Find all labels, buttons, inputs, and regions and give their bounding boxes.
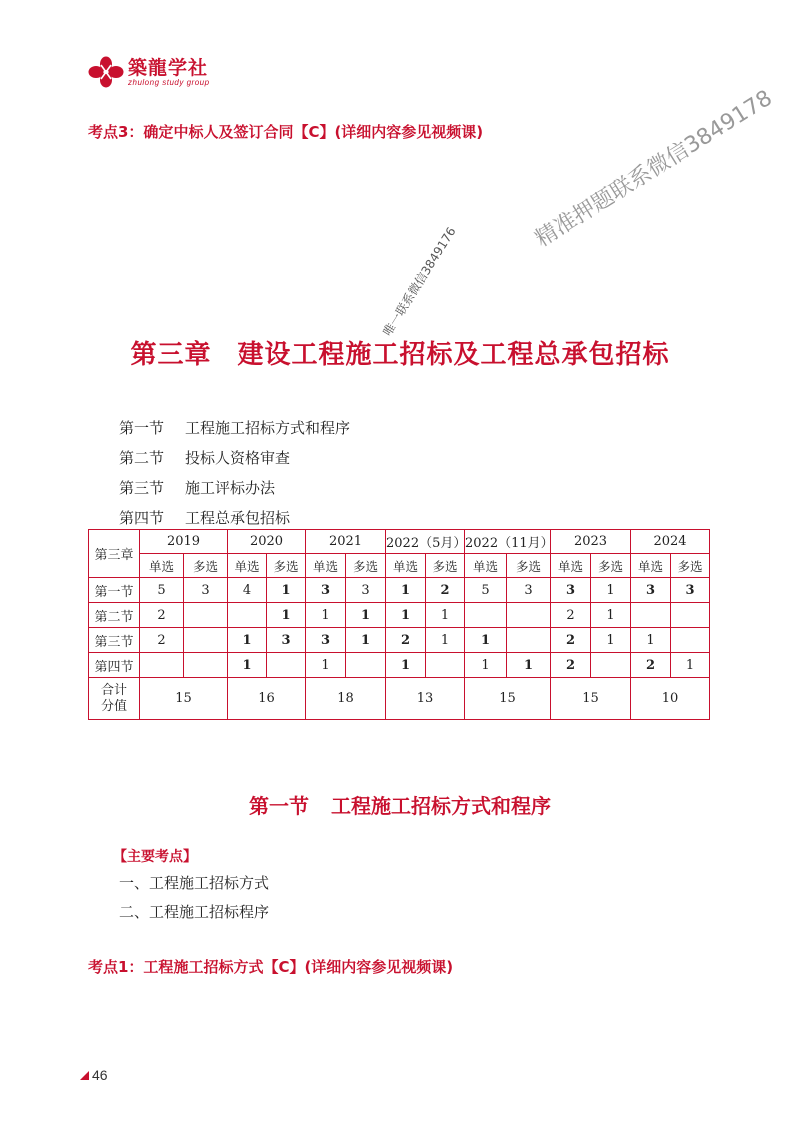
table-cell: 1 — [267, 578, 306, 603]
table-row — [89, 603, 710, 628]
row-label: 第三节 — [89, 628, 140, 653]
total-value: 15 — [465, 678, 551, 720]
page-footer — [80, 1067, 108, 1083]
table-cell: 1 — [386, 653, 426, 678]
table-cell: 1 — [228, 628, 267, 653]
table-cell: 2 — [140, 603, 184, 628]
multi-choice-header: 多选 — [591, 554, 631, 578]
table-cell: 3 — [306, 628, 346, 653]
toc-title: 工程总承包招标 — [185, 509, 291, 527]
table-cell — [184, 653, 228, 678]
point-item: 二、工程施工招标程序 — [119, 903, 270, 921]
table-cell — [465, 603, 507, 628]
table-cell — [507, 628, 551, 653]
row-label: 第四节 — [89, 653, 140, 678]
toc-title: 投标人资格审查 — [185, 449, 291, 467]
main-points-label: 【主要考点】 — [113, 849, 197, 865]
multi-choice-header: 多选 — [671, 554, 710, 578]
table-total-row — [89, 678, 710, 720]
chapter-number: 第三章 — [130, 340, 212, 370]
table-cell: 1 — [631, 628, 671, 653]
table-cell — [140, 653, 184, 678]
chapter-name: 建设工程施工招标及工程总承包招标 — [237, 340, 670, 370]
table-cell — [346, 653, 386, 678]
table-cell — [184, 603, 228, 628]
total-value: 18 — [306, 678, 386, 720]
total-label — [89, 678, 140, 720]
multi-choice-header: 多选 — [426, 554, 465, 578]
table-cell: 1 — [346, 628, 386, 653]
table-cell: 2 — [386, 628, 426, 653]
table-cell: 3 — [671, 578, 710, 603]
table-cell: 1 — [507, 653, 551, 678]
row-label: 第一节 — [89, 578, 140, 603]
single-choice-header: 单选 — [140, 554, 184, 578]
single-choice-header: 单选 — [306, 554, 346, 578]
brand-logo — [88, 56, 210, 88]
table-corner: 第三章 — [89, 530, 140, 578]
table-cell — [671, 628, 710, 653]
table-cell — [228, 603, 267, 628]
table-cell: 1 — [346, 603, 386, 628]
toc-item — [119, 477, 350, 507]
table-cell: 1 — [671, 653, 710, 678]
table-cell: 5 — [140, 578, 184, 603]
table-cell: 3 — [184, 578, 228, 603]
table-cell: 5 — [465, 578, 507, 603]
toc-number: 第二节 — [119, 449, 165, 467]
toc-number: 第四节 — [119, 509, 165, 527]
multi-choice-header: 多选 — [346, 554, 386, 578]
table-cell: 3 — [346, 578, 386, 603]
kaodian-3-heading: 考点3：确定中标人及签订合同【C】(详细内容参见视频课) — [88, 123, 484, 141]
table-cell: 2 — [426, 578, 465, 603]
table-cell: 1 — [465, 653, 507, 678]
multi-choice-header: 多选 — [267, 554, 306, 578]
total-value: 16 — [228, 678, 306, 720]
single-choice-header: 单选 — [551, 554, 591, 578]
year-header: 2022（5月） — [386, 530, 465, 554]
multi-choice-header: 多选 — [184, 554, 228, 578]
table-cell: 2 — [140, 628, 184, 653]
table-cell: 3 — [507, 578, 551, 603]
table-cell: 1 — [267, 603, 306, 628]
page-number: 46 — [92, 1067, 108, 1083]
total-value: 15 — [140, 678, 228, 720]
single-choice-header: 单选 — [465, 554, 507, 578]
chapter-title — [0, 334, 800, 371]
table-cell: 1 — [426, 628, 465, 653]
table-cell: 1 — [465, 628, 507, 653]
toc-number: 第一节 — [119, 419, 165, 437]
total-value: 15 — [551, 678, 631, 720]
table-cell — [591, 653, 631, 678]
table-header-types — [89, 554, 710, 578]
table-row — [89, 628, 710, 653]
table-cell: 1 — [591, 628, 631, 653]
logo-name: 築龍学社 — [128, 56, 209, 79]
single-choice-header: 单选 — [631, 554, 671, 578]
table-cell — [267, 653, 306, 678]
table-cell: 1 — [426, 603, 465, 628]
toc-item — [119, 417, 350, 447]
year-header: 2023 — [551, 530, 631, 554]
table-row — [89, 653, 710, 678]
table-cell: 1 — [306, 603, 346, 628]
exam-score-table — [88, 529, 710, 720]
total-value: 10 — [631, 678, 710, 720]
kaodian-1-heading: 考点1：工程施工招标方式【C】(详细内容参见视频课) — [88, 958, 454, 976]
year-header: 2019 — [140, 530, 228, 554]
toc-title: 施工评标办法 — [185, 479, 276, 497]
main-points-list — [119, 872, 269, 930]
toc-title: 工程施工招标方式和程序 — [185, 419, 351, 437]
table-cell: 1 — [591, 578, 631, 603]
year-header: 2021 — [306, 530, 386, 554]
table-cell: 1 — [228, 653, 267, 678]
logo-subtitle: zhulong study group — [128, 77, 210, 87]
total-value: 13 — [386, 678, 465, 720]
table-cell — [671, 603, 710, 628]
table-cell: 1 — [591, 603, 631, 628]
year-header: 2022（11月） — [465, 530, 551, 554]
table-cell: 1 — [306, 653, 346, 678]
total-label-line: 分值 — [100, 698, 127, 714]
table-cell: 2 — [631, 653, 671, 678]
table-header-years — [89, 530, 710, 554]
multi-choice-header: 多选 — [507, 554, 551, 578]
table-cell: 2 — [551, 653, 591, 678]
table-cell: 3 — [267, 628, 306, 653]
row-label: 第二节 — [89, 603, 140, 628]
year-header: 2020 — [228, 530, 306, 554]
table-cell: 1 — [386, 578, 426, 603]
table-row — [89, 578, 710, 603]
single-choice-header: 单选 — [228, 554, 267, 578]
year-header: 2024 — [631, 530, 710, 554]
watermark-small: 唯一联系微信3849176 — [380, 224, 459, 339]
table-cell: 4 — [228, 578, 267, 603]
section-number: 第一节 — [249, 794, 309, 818]
table-cell: 3 — [631, 578, 671, 603]
table-cell — [631, 603, 671, 628]
triangle-marker-icon — [80, 1071, 89, 1080]
flower-logo-icon — [88, 56, 124, 88]
table-cell: 2 — [551, 603, 591, 628]
table-cell — [184, 628, 228, 653]
toc-item — [119, 447, 350, 477]
section-title — [0, 790, 800, 819]
table-cell: 2 — [551, 628, 591, 653]
watermark-large: 精准押题联系微信3849178 — [531, 85, 777, 253]
table-cell: 3 — [306, 578, 346, 603]
table-cell: 1 — [386, 603, 426, 628]
table-cell — [507, 603, 551, 628]
toc-number: 第三节 — [119, 479, 165, 497]
table-cell — [426, 653, 465, 678]
chapter-toc — [119, 417, 350, 537]
section-name: 工程施工招标方式和程序 — [331, 794, 551, 818]
single-choice-header: 单选 — [386, 554, 426, 578]
total-label-line: 合计 — [100, 682, 127, 698]
point-item: 一、工程施工招标方式 — [119, 874, 270, 892]
table-cell: 3 — [551, 578, 591, 603]
